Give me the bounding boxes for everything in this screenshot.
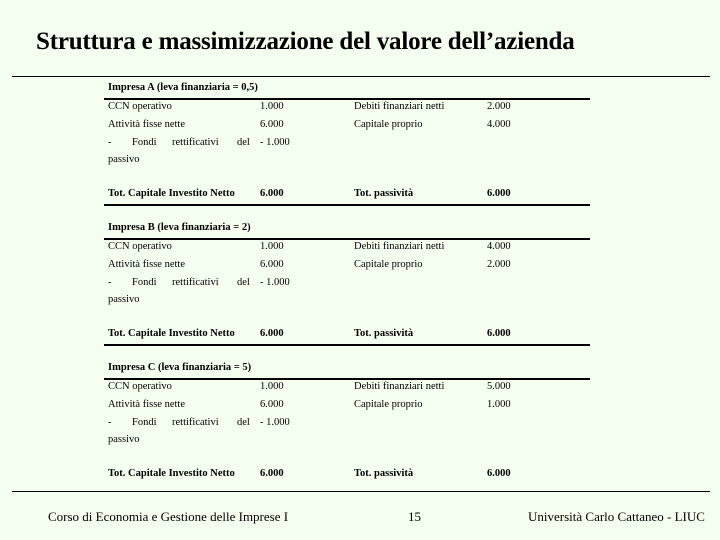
block-heading: Impresa B (leva finanziaria = 2) — [108, 222, 251, 233]
equity-label: Capitale proprio — [354, 399, 423, 410]
fund-word-4: passivo — [108, 154, 140, 165]
balance-block-a — [104, 80, 590, 206]
total-liabilities-label: Tot. passività — [354, 188, 414, 199]
total-assets-label: Tot. Capitale Investito Netto — [108, 328, 235, 339]
ccn-value: 1.000 — [260, 381, 284, 392]
slide-title: Struttura e massimizzazione del valore dell’azienda — [36, 28, 575, 55]
footer-university: Università Carlo Cattaneo - LIUC — [528, 509, 705, 524]
equity-label: Capitale proprio — [354, 119, 423, 130]
fund-dash: - — [108, 277, 112, 288]
bottom-divider — [12, 491, 710, 492]
equity-value: 1.000 — [487, 399, 511, 410]
debt-label: Debiti finanziari netti — [354, 241, 445, 252]
total-liabilities-value: 6.000 — [487, 328, 511, 339]
balance-block-c — [104, 360, 590, 486]
heading-underline — [104, 378, 590, 380]
debt-value: 4.000 — [487, 241, 511, 252]
fund-dash: - — [108, 137, 112, 148]
fund-value: - 1.000 — [260, 277, 290, 288]
block-heading: Impresa A (leva finanziaria = 0,5) — [108, 82, 258, 93]
fund-word-3: del — [237, 417, 250, 428]
ccn-value: 1.000 — [260, 241, 284, 252]
equity-value: 2.000 — [487, 259, 511, 270]
total-assets-label: Tot. Capitale Investito Netto — [108, 188, 235, 199]
total-liabilities-value: 6.000 — [487, 188, 511, 199]
equity-value: 4.000 — [487, 119, 511, 130]
ccn-value: 1.000 — [260, 101, 284, 112]
debt-value: 5.000 — [487, 381, 511, 392]
top-divider — [12, 76, 710, 77]
assets-value: 6.000 — [260, 119, 284, 130]
balance-block-b — [104, 220, 590, 346]
fund-dash: - — [108, 417, 112, 428]
fund-word-4: passivo — [108, 434, 140, 445]
ccn-label: CCN operativo — [108, 241, 172, 252]
assets-label: Attività fisse nette — [108, 259, 185, 270]
assets-label: Attività fisse nette — [108, 119, 185, 130]
fund-word-4: passivo — [108, 294, 140, 305]
debt-label: Debiti finanziari netti — [354, 101, 445, 112]
block-bottom-rule — [104, 204, 590, 206]
assets-value: 6.000 — [260, 399, 284, 410]
heading-underline — [104, 98, 590, 100]
fund-word-3: del — [237, 137, 250, 148]
block-bottom-rule — [104, 344, 590, 346]
fund-word-2: rettificativi — [172, 417, 219, 428]
ccn-label: CCN operativo — [108, 381, 172, 392]
fund-word-1: Fondi — [132, 277, 157, 288]
total-liabilities-label: Tot. passività — [354, 468, 414, 479]
equity-label: Capitale proprio — [354, 259, 423, 270]
fund-value: - 1.000 — [260, 137, 290, 148]
fund-value: - 1.000 — [260, 417, 290, 428]
ccn-label: CCN operativo — [108, 101, 172, 112]
total-assets-value: 6.000 — [260, 328, 284, 339]
assets-label: Attività fisse nette — [108, 399, 185, 410]
total-assets-label: Tot. Capitale Investito Netto — [108, 468, 235, 479]
fund-word-3: del — [237, 277, 250, 288]
heading-underline — [104, 238, 590, 240]
fund-word-2: rettificativi — [172, 277, 219, 288]
total-liabilities-value: 6.000 — [487, 468, 511, 479]
fund-word-1: Fondi — [132, 137, 157, 148]
debt-label: Debiti finanziari netti — [354, 381, 445, 392]
footer-page-number: 15 — [408, 509, 421, 524]
block-heading: Impresa C (leva finanziaria = 5) — [108, 362, 252, 373]
footer-course: Corso di Economia e Gestione delle Imprese I — [48, 509, 289, 524]
fund-word-1: Fondi — [132, 417, 157, 428]
total-assets-value: 6.000 — [260, 468, 284, 479]
total-assets-value: 6.000 — [260, 188, 284, 199]
fund-word-2: rettificativi — [172, 137, 219, 148]
assets-value: 6.000 — [260, 259, 284, 270]
debt-value: 2.000 — [487, 101, 511, 112]
total-liabilities-label: Tot. passività — [354, 328, 414, 339]
